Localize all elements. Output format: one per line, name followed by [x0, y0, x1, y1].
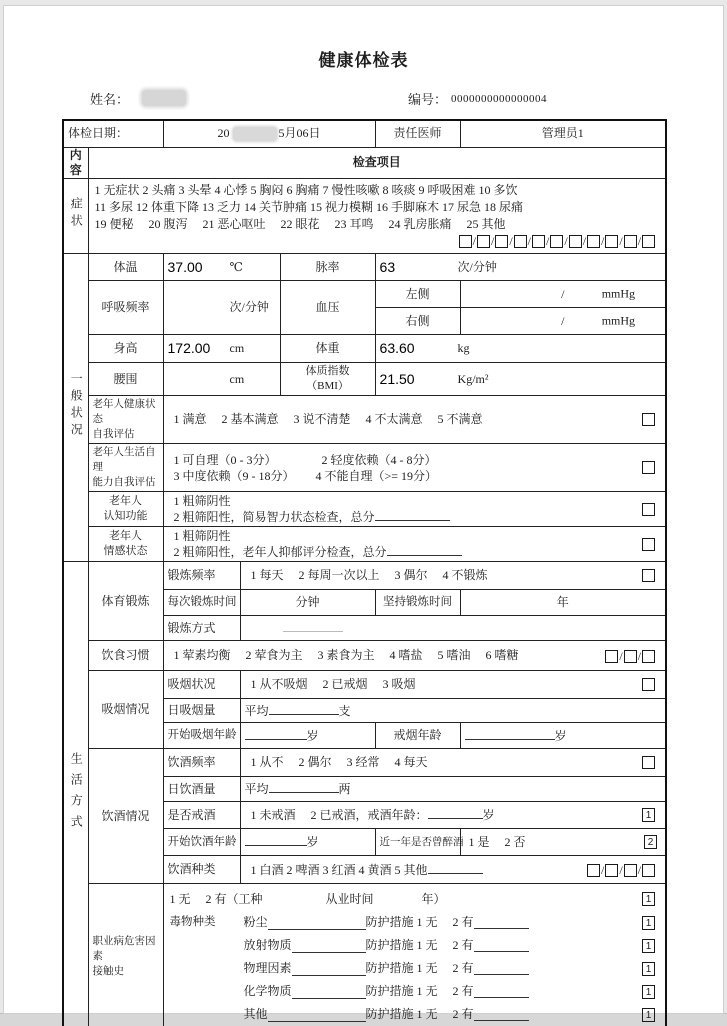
toxin-name: 化学物质 [243, 984, 292, 999]
checkbox [532, 235, 545, 248]
drinking-quit-label-cell: 是否戒酒 [163, 802, 240, 829]
toxin-code-box: 1 [642, 962, 655, 976]
bp-right-value-cell [460, 308, 666, 335]
elderly-health-label-2: 自我评估 [92, 429, 135, 441]
smoking-amount-prefix: 平均 [244, 703, 269, 718]
bp-right-unit: mmHg [601, 313, 636, 328]
bp-left-slash: / [561, 286, 565, 301]
smoking-start-label-cell: 开始吸烟年龄 [163, 723, 240, 749]
emotion-line2: 2 粗筛阳性，老年人抑郁评分检查，总分 [173, 545, 387, 560]
drunk-code-box: 2 [644, 835, 657, 849]
toxin-name: 放射物质 [243, 938, 292, 953]
smoking-quit-label-cell: 戒烟年龄 [375, 723, 460, 749]
protection-blank [474, 1009, 529, 1021]
checkbox [569, 235, 582, 248]
drinking-type-other-blank [428, 862, 483, 874]
drinking-quit-age-blank [428, 807, 483, 819]
smoking-amount-suffix: 支 [338, 703, 351, 718]
waist-unit: cm [229, 371, 245, 386]
general-section-label: 一般状况 [69, 371, 84, 440]
elderly-health-row [63, 396, 666, 444]
occupational-has-options: 1 无 2 有（工种 从业时间 年） [169, 891, 446, 906]
toxin-row [170, 1003, 656, 1026]
occupational-label-cell [88, 884, 163, 1026]
toxin-row [170, 980, 656, 1003]
weight-unit: kg [457, 341, 470, 356]
lifestyle-section-label: 生活方式 [69, 751, 84, 836]
occupational-content-cell [163, 884, 666, 1026]
drunk-options: 1 是 2 否 [468, 834, 526, 849]
pulse-value-cell [375, 254, 666, 281]
occupational-line-has [170, 887, 656, 911]
protection-options: 防护措施 1 无 2 有 [365, 1007, 474, 1022]
smoking-status-options-cell [240, 671, 666, 699]
emotion-label-2: 情感状态 [103, 545, 148, 558]
exercise-freq-row [63, 562, 666, 590]
symptoms-content-cell [88, 178, 666, 254]
lifestyle-section-cell [63, 562, 88, 1026]
exercise-mode-value-cell [240, 616, 666, 641]
drinking-freq-options-cell [240, 749, 666, 777]
protection-blank [474, 917, 529, 929]
exam-date-redacted [233, 127, 277, 141]
resp-bp-left-row [63, 281, 666, 308]
cognition-row [63, 492, 666, 527]
exercise-mode-label-cell: 锻炼方式 [163, 616, 240, 641]
symptoms-options [93, 180, 662, 233]
drinking-amount-prefix: 平均 [244, 782, 269, 797]
toxin-blank [292, 987, 366, 999]
toxin-code-box: 1 [642, 939, 655, 953]
checkbox [642, 461, 655, 474]
checkbox [624, 235, 637, 248]
smoking-amount-label-cell: 日吸烟量 [163, 699, 240, 723]
protection-options: 防护措施 1 无 2 有 [365, 961, 474, 976]
toxin-blank [292, 964, 366, 976]
protection-blank [474, 986, 529, 998]
exercise-time-unit-cell: 分钟 [240, 590, 375, 616]
protection-options: 防护措施 1 无 2 有 [365, 938, 474, 953]
bmi-value: 21.50 [379, 370, 415, 387]
occupational-label-2: 接触史 [92, 966, 124, 978]
diet-checkbox-group [605, 648, 655, 664]
bp-left-unit: mmHg [601, 286, 636, 301]
protection-blank [474, 940, 529, 952]
checkbox [477, 235, 490, 248]
exercise-freq-options-cell [240, 562, 666, 590]
exercise-label-cell: 体育锻炼 [88, 562, 163, 641]
bmi-value-cell [375, 363, 666, 396]
checkbox [605, 650, 618, 663]
selfcare-row [63, 444, 666, 492]
protection-options: 防护措施 1 无 2 有 [365, 915, 474, 930]
checkbox [642, 678, 655, 691]
cognition-label-cell [88, 492, 163, 527]
checkbox [624, 864, 637, 877]
bp-left-label-cell: 左侧 [375, 281, 460, 308]
checkbox [587, 235, 600, 248]
drinking-type-options: 1 白酒 2 啤酒 3 红酒 4 黄酒 5 其他 [250, 862, 428, 877]
waist-value-cell [163, 363, 280, 396]
toxin-name: 其他 [243, 1007, 268, 1022]
serial-label: 编号： [407, 91, 447, 107]
toxin-code-box: 1 [642, 985, 655, 999]
checkbox [642, 569, 655, 582]
exam-date-label-cell: 体检日期： [63, 120, 163, 147]
smoking-quit-value-cell [460, 723, 666, 749]
exam-date-suffix: 5月06日 [278, 126, 321, 141]
emotion-label-1: 老年人 [109, 530, 142, 543]
symptoms-line-3: 19 便秘 20 腹泻 21 恶心呕吐 22 眼花 23 耳鸣 24 乳房胀痛 25 其他 [94, 216, 506, 231]
elderly-health-label-1: 老年人健康状态 [92, 399, 156, 426]
selfcare-label-2: 能力自我评估 [92, 477, 156, 489]
selfcare-label-1: 老年人生活自理 [92, 447, 156, 474]
drinking-type-checkbox-group [587, 862, 655, 878]
smoking-quit-unit: 岁 [554, 728, 567, 743]
elderly-health-options: 1 满意 2 基本满意 3 说不清楚 4 不太满意 5 不满意 [173, 412, 483, 427]
toxin-type-label: 毒物种类 [169, 916, 216, 929]
symptoms-line-2: 11 多尿 12 体重下降 13 乏力 14 关节肿痛 15 视力模糊 16 手脚麻木 17 尿急 18 尿痛 [94, 199, 524, 214]
checkbox [514, 235, 527, 248]
pulse-value: 63 [379, 258, 396, 275]
toxin-blank [268, 1010, 366, 1022]
drinking-quit-options: 1 未戒酒 2 已戒酒，戒酒年龄： [250, 808, 428, 823]
toxin-name: 粉尘 [243, 915, 268, 930]
selfcare-options-line1: 1 可自理（0 - 3分） 2 轻度依赖（4 - 8分） [173, 452, 437, 467]
exercise-freq-options: 1 每天 2 每周一次以上 3 偶尔 4 不锻炼 [250, 568, 488, 583]
temp-unit: ℃ [229, 259, 243, 274]
elderly-health-options-cell [163, 396, 666, 444]
smoking-quit-blank [465, 728, 555, 740]
cognition-label-1: 老年人 [109, 495, 142, 508]
smoking-start-blank [245, 728, 307, 740]
checkbox [550, 235, 563, 248]
emotion-row [63, 527, 666, 562]
height-value-cell [163, 335, 280, 363]
checkbox [459, 235, 472, 248]
symptoms-section-cell [63, 178, 88, 254]
smoking-amount-value-cell [240, 699, 666, 723]
drinking-start-unit: 岁 [306, 835, 319, 850]
checkbox [642, 538, 655, 551]
serial-group [408, 89, 547, 108]
drinking-type-label-cell: 饮酒种类 [163, 856, 240, 884]
drunk-options-cell [460, 829, 666, 856]
protection-blank [474, 963, 529, 975]
emotion-line1: 1 粗筛阴性 [173, 529, 231, 544]
exercise-time-label-cell: 每次锻炼时间 [163, 590, 240, 616]
smoking-status-label-cell: 吸烟状况 [163, 671, 240, 699]
exercise-mode-blank [283, 620, 343, 632]
drinking-freq-label-cell: 饮酒频率 [163, 749, 240, 777]
checkbox [642, 413, 655, 426]
checkbox [642, 235, 655, 248]
height-label-cell: 身高 [88, 335, 163, 363]
symptoms-row [63, 178, 666, 254]
checkbox [624, 650, 637, 663]
weight-value-cell [375, 335, 666, 363]
smoking-status-options: 1 从不吸烟 2 已戒烟 3 吸烟 [250, 677, 416, 692]
resp-unit: 次/分钟 [229, 300, 269, 315]
drinking-quit-code-box: 1 [642, 808, 655, 822]
symptoms-checkbox-row [93, 233, 662, 253]
cognition-options-cell [163, 492, 666, 527]
temp-value: 37.00 [167, 258, 203, 275]
drinking-start-value-cell [240, 829, 375, 856]
bp-label-cell: 血压 [280, 281, 375, 335]
temp-label-cell: 体温 [88, 254, 163, 281]
bmi-label-cell [280, 363, 375, 396]
drinking-amount-label-cell: 日饮酒量 [163, 777, 240, 802]
symptoms-line-1: 1 无症状 2 头痛 3 头晕 4 心悸 5 胸闷 6 胸痛 7 慢性咳嗽 8 咳痰 9 呼吸困难 10 多饮 [94, 182, 518, 197]
protection-options: 防护措施 1 无 2 有 [365, 984, 474, 999]
bmi-unit: Kg/m² [457, 371, 489, 386]
drinking-start-blank [245, 834, 307, 846]
emotion-options-cell [163, 527, 666, 562]
smoking-start-unit: 岁 [306, 728, 319, 743]
bmi-label-line1: 体质指数 [305, 365, 350, 378]
drunk-label-cell: 近一年是否曾醉酒 [375, 829, 460, 856]
drinking-quit-options-cell [240, 802, 666, 829]
items-header-cell: 检查项目 [88, 147, 666, 178]
drinking-label-cell: 饮酒情况 [88, 749, 163, 884]
form-content [62, 6, 665, 1026]
diet-label-cell: 饮食习惯 [88, 641, 163, 671]
weight-value: 63.60 [379, 340, 415, 357]
smoking-amount-blank [269, 703, 339, 715]
name-value-redacted [142, 90, 186, 106]
checkbox [587, 864, 600, 877]
exam-info-row [63, 120, 666, 147]
diet-row [63, 641, 666, 671]
cognition-line1: 1 粗筛阴性 [173, 494, 231, 509]
diet-options-cell [163, 641, 666, 671]
smoking-label-cell: 吸烟情况 [88, 671, 163, 749]
score-blank [375, 509, 450, 521]
drinking-quit-suffix: 岁 [482, 808, 495, 823]
occupational-row [63, 884, 666, 1026]
bp-right-label-cell: 右侧 [375, 308, 460, 335]
doctor-label-cell: 责任医师 [375, 120, 460, 147]
symptoms-section-label: 症状 [69, 196, 84, 231]
elderly-health-label-cell [88, 396, 163, 444]
page-title: 健康体检表 [318, 51, 409, 70]
occupational-label-1: 职业病危害因素 [92, 936, 156, 963]
resp-label-cell: 呼吸频率 [88, 281, 163, 335]
drinking-amount-value-cell [240, 777, 666, 802]
height-weight-row [63, 335, 666, 363]
checkbox [605, 235, 618, 248]
drinking-start-label-cell: 开始饮酒年龄 [163, 829, 240, 856]
exam-date-prefix: 20 [217, 126, 230, 141]
temp-pulse-row [63, 254, 666, 281]
cognition-label-2: 认知功能 [103, 510, 148, 523]
occupational-code-box: 1 [642, 892, 655, 906]
weight-label-cell: 体重 [280, 335, 375, 363]
toxin-name: 物理因素 [243, 961, 292, 976]
temp-value-cell [163, 254, 280, 281]
resp-value-cell [163, 281, 280, 335]
serial-value: 0000000000000004 [451, 92, 547, 105]
drinking-freq-options: 1 从不 2 偶尔 3 经常 4 每天 [250, 755, 428, 770]
smoking-start-value-cell [240, 723, 375, 749]
selfcare-options-line2: 3 中度依赖（9 - 18分） 4 不能自理（>= 19分） [173, 468, 438, 483]
toxin-blank [292, 941, 366, 953]
name-serial-row [62, 88, 665, 108]
general-section-cell [63, 254, 88, 562]
name-label: 姓名： [90, 91, 130, 107]
height-value: 172.00 [167, 340, 211, 357]
document-page [4, 6, 723, 1022]
exercise-persist-unit-cell: 年 [460, 590, 666, 616]
checkbox [642, 650, 655, 663]
smoking-status-row [63, 671, 666, 699]
selfcare-label-cell [88, 444, 163, 492]
toxin-code-box: 1 [642, 1008, 655, 1022]
drinking-freq-row [63, 749, 666, 777]
checkbox [642, 503, 655, 516]
drinking-type-options-cell [240, 856, 666, 884]
drinking-amount-blank [269, 781, 339, 793]
exam-date-value-cell [163, 120, 375, 147]
checkbox [642, 864, 655, 877]
pulse-label-cell: 脉率 [280, 254, 375, 281]
emotion-label-cell [88, 527, 163, 562]
health-exam-table [62, 119, 667, 1026]
doctor-value-cell: 管理员1 [460, 120, 666, 147]
waist-bmi-row [63, 363, 666, 396]
diet-options: 1 荤素均衡 2 荤食为主 3 素食为主 4 嗜盐 5 嗜油 6 嗜糖 [173, 648, 519, 663]
checkbox [495, 235, 508, 248]
toxin-row [170, 957, 656, 980]
bp-left-value-cell [460, 281, 666, 308]
exam-date-value [168, 126, 371, 141]
selfcare-options-cell [163, 444, 666, 492]
exercise-freq-label-cell: 锻炼频率 [163, 562, 240, 590]
pulse-unit: 次/分钟 [457, 259, 497, 274]
score-blank [387, 544, 462, 556]
waist-label-cell: 腰围 [88, 363, 163, 396]
exercise-persist-label-cell: 坚持锻炼时间 [375, 590, 460, 616]
bp-right-slash: / [561, 313, 565, 328]
content-header-cell: 内容 [63, 147, 88, 178]
toxin-row [170, 934, 656, 957]
checkbox [642, 756, 655, 769]
toxin-row [170, 911, 656, 934]
cognition-line2: 2 粗筛阳性，简易智力状态检查，总分 [173, 510, 375, 525]
bmi-label-line2: （BMI） [306, 380, 349, 393]
toxin-blank [268, 918, 366, 930]
drinking-amount-suffix: 两 [338, 782, 351, 797]
table-header-row [63, 147, 666, 178]
height-unit: cm [229, 341, 245, 356]
toxin-code-box: 1 [642, 916, 655, 930]
checkbox [605, 864, 618, 877]
